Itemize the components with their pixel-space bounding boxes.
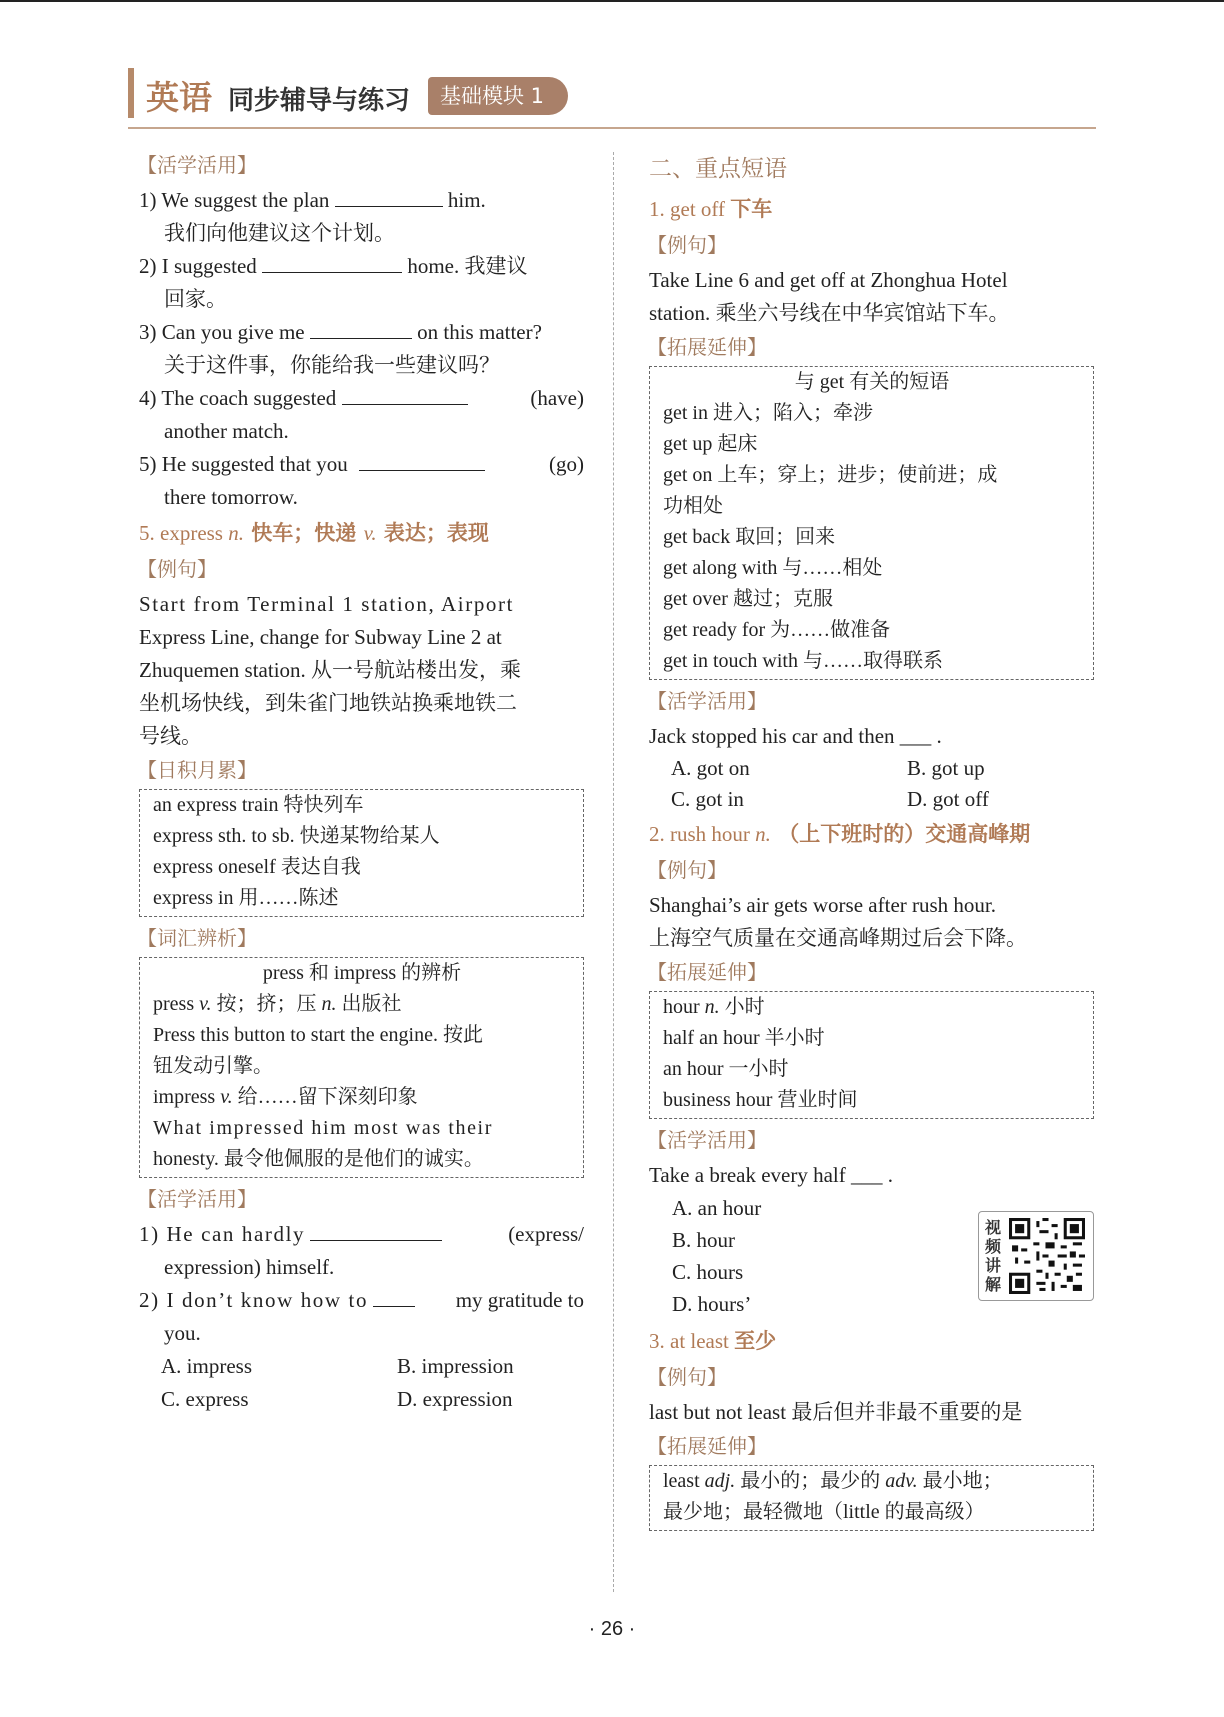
phrase-row: get in 进入；陷入；牵涉 [663,402,873,424]
option[interactable]: B. got up [907,756,985,780]
example-line: 坐机场快线，到朱雀门地铁站换乘地铁二 [139,691,517,715]
tag-example: 【例句】 [647,858,727,882]
phrase-row: get ready for 为……做准备 [663,619,891,641]
example-line: 号线。 [139,724,202,748]
example-line: station. 乘坐六号线在中华宾馆站下车。 [649,301,1010,325]
header-series: 同步辅导与练习 [228,86,411,116]
tag-practice: 【活学活用】 [647,689,767,713]
vocabulary-row: impress v. 给……留下深刻印象 [153,1086,418,1108]
qr-label: 视频讲解 [985,1218,1002,1294]
answer-blank[interactable] [335,186,443,207]
phrase-row: half an hour 半小时 [663,1027,825,1049]
example-line: Shanghai’s air gets worse after rush hour. [649,893,997,917]
tag-vocabulary: 【词汇辨析】 [137,926,257,950]
exercise-item: Take a break every half ___ . [649,1163,893,1187]
answer-blank[interactable] [342,384,468,405]
entry-heading-express: 5. express n. 快车；快递 v. 表达；表现 [139,520,489,545]
extension-box [649,991,1094,1119]
options-grid [649,753,1094,815]
phrase-row: 最少地；最轻微地（little 的最高级） [663,1501,985,1523]
tag-accumulation: 【日积月累】 [137,758,257,782]
phrase-row: an express train 特快列车 [153,794,364,816]
option[interactable]: C. express [161,1387,249,1411]
exercise-item: 1) He can hardly (express/ [139,1222,584,1246]
vocabulary-row: 钮发动引擎。 [153,1055,273,1077]
video-qr-card[interactable] [978,1211,1094,1301]
example-line: 上海空气质量在交通高峰期过后会下降。 [649,926,1027,950]
tag-extension: 【拓展延伸】 [647,335,767,359]
options-grid [139,1350,584,1416]
answer-blank[interactable] [310,1220,442,1241]
phrase-row: business hour 营业时间 [663,1089,858,1111]
extension-box [649,366,1094,680]
exercise-item: 2) I suggested home. 我建议 [139,254,528,278]
entry-heading-at-least: 3. at least 至少 [649,1328,777,1353]
option[interactable]: C. hours [672,1260,744,1284]
header-accent-bar [128,68,134,118]
exercise-item: 4) The coach suggested (have) [139,386,584,410]
exercise-translation: 关于这件事，你能给我一些建议吗？ [164,353,500,377]
header-subject: 英语 [146,78,212,117]
phrase-row: get up 起床 [663,433,758,455]
example-line: Start from Terminal 1 station, Airport [139,592,515,616]
option[interactable]: D. got off [907,787,989,811]
option[interactable]: A. got on [671,756,750,780]
phrase-row: get in touch with 与……取得联系 [663,650,943,672]
vocabulary-box [139,957,584,1178]
phrase-row: hour n. 小时 [663,996,765,1018]
example-line: Zhuquemen station. 从一号航站楼出发，乘 [139,658,522,682]
accumulation-box [139,789,584,917]
qr-code-icon [1009,1218,1085,1294]
phrase-row: express in 用……陈述 [153,887,339,909]
right-column [649,148,1094,1537]
option[interactable]: A. impress [161,1354,252,1378]
exercise-line: there tomorrow. [164,485,298,509]
tag-example: 【例句】 [647,1365,727,1389]
entry-heading-get-off: 1. get off 下车 [649,196,773,221]
exercise-item: 3) Can you give me on this matter? [139,320,542,344]
option[interactable]: B. hour [672,1228,735,1252]
extension-box [649,1465,1094,1531]
exercise-item: 1) We suggest the plan him. [139,188,486,212]
tag-example: 【例句】 [647,233,727,257]
answer-blank[interactable] [262,252,402,273]
option[interactable]: D. hours’ [672,1292,752,1316]
header-module-badge: 基础模块 1 [428,77,568,115]
option[interactable]: C. got in [671,787,744,811]
column-divider [613,152,614,1592]
vocabulary-row: What impressed him most was their [153,1117,493,1139]
page-header [128,68,1096,120]
vocabulary-title: press 和 impress 的辨析 [262,962,462,984]
answer-blank[interactable] [359,450,485,471]
option[interactable]: A. an hour [672,1196,762,1220]
phrase-row: express oneself 表达自我 [153,856,361,878]
exercise-translation: 回家。 [164,287,227,311]
exercise-translation: 我们向他建议这个计划。 [164,221,395,245]
tag-extension: 【拓展延伸】 [647,1434,767,1458]
exercise-item: Jack stopped his car and then ___ . [649,724,942,748]
page-number: · 26 · [588,1618,636,1640]
vocabulary-row: honesty. 最令他佩服的是他们的诚实。 [153,1148,484,1170]
extension-title: 与 get 有关的短语 [794,371,950,393]
exercise-line: another match. [164,419,289,443]
exercise-line: expression) himself. [164,1255,335,1279]
option[interactable]: B. impression [397,1354,514,1378]
vocabulary-row: press v. 按；挤；压 n. 出版社 [153,993,402,1015]
example-line: Take Line 6 and get off at Zhonghua Hotel [649,268,1008,292]
phrase-row: an hour 一小时 [663,1058,789,1080]
vocabulary-row: Press this button to start the engine. 按此 [153,1024,483,1046]
option[interactable]: D. expression [397,1387,513,1411]
example-line: Express Line, change for Subway Line 2 at [139,625,502,649]
phrase-row: express sth. to sb. 快递某物给某人 [153,825,440,847]
phrase-row: get along with 与……相处 [663,557,883,579]
left-column [139,148,584,1416]
top-border [0,0,1224,2]
exercise-item: 2) I don’t know how to my gratitude to [139,1288,584,1312]
exercise-item: 5) He suggested that you (go) [139,452,584,476]
tag-example: 【例句】 [137,557,217,581]
tag-practice: 【活学活用】 [647,1128,767,1152]
phrase-row: get over 越过；克服 [663,588,833,610]
answer-blank[interactable] [373,1286,415,1307]
exercise-line: you. [164,1321,201,1345]
section-heading: 二、重点短语 [649,156,787,182]
phrase-row: 功相处 [663,495,723,517]
answer-blank[interactable] [310,318,412,339]
entry-heading-rush-hour: 2. rush hour n. （上下班时的）交通高峰期 [649,821,1031,846]
phrase-row: least adj. 最小的；最少的 adv. 最小地； [663,1470,1003,1492]
tag-extension: 【拓展延伸】 [647,960,767,984]
tag-practice: 【活学活用】 [137,153,257,177]
phrase-row: get on 上车；穿上；进步；使前进；成 [663,464,998,486]
example-line: last but not least 最后但并非最不重要的是 [649,1400,1023,1424]
tag-practice: 【活学活用】 [137,1187,257,1211]
header-rule [128,127,1096,129]
phrase-row: get back 取回；回来 [663,526,836,548]
